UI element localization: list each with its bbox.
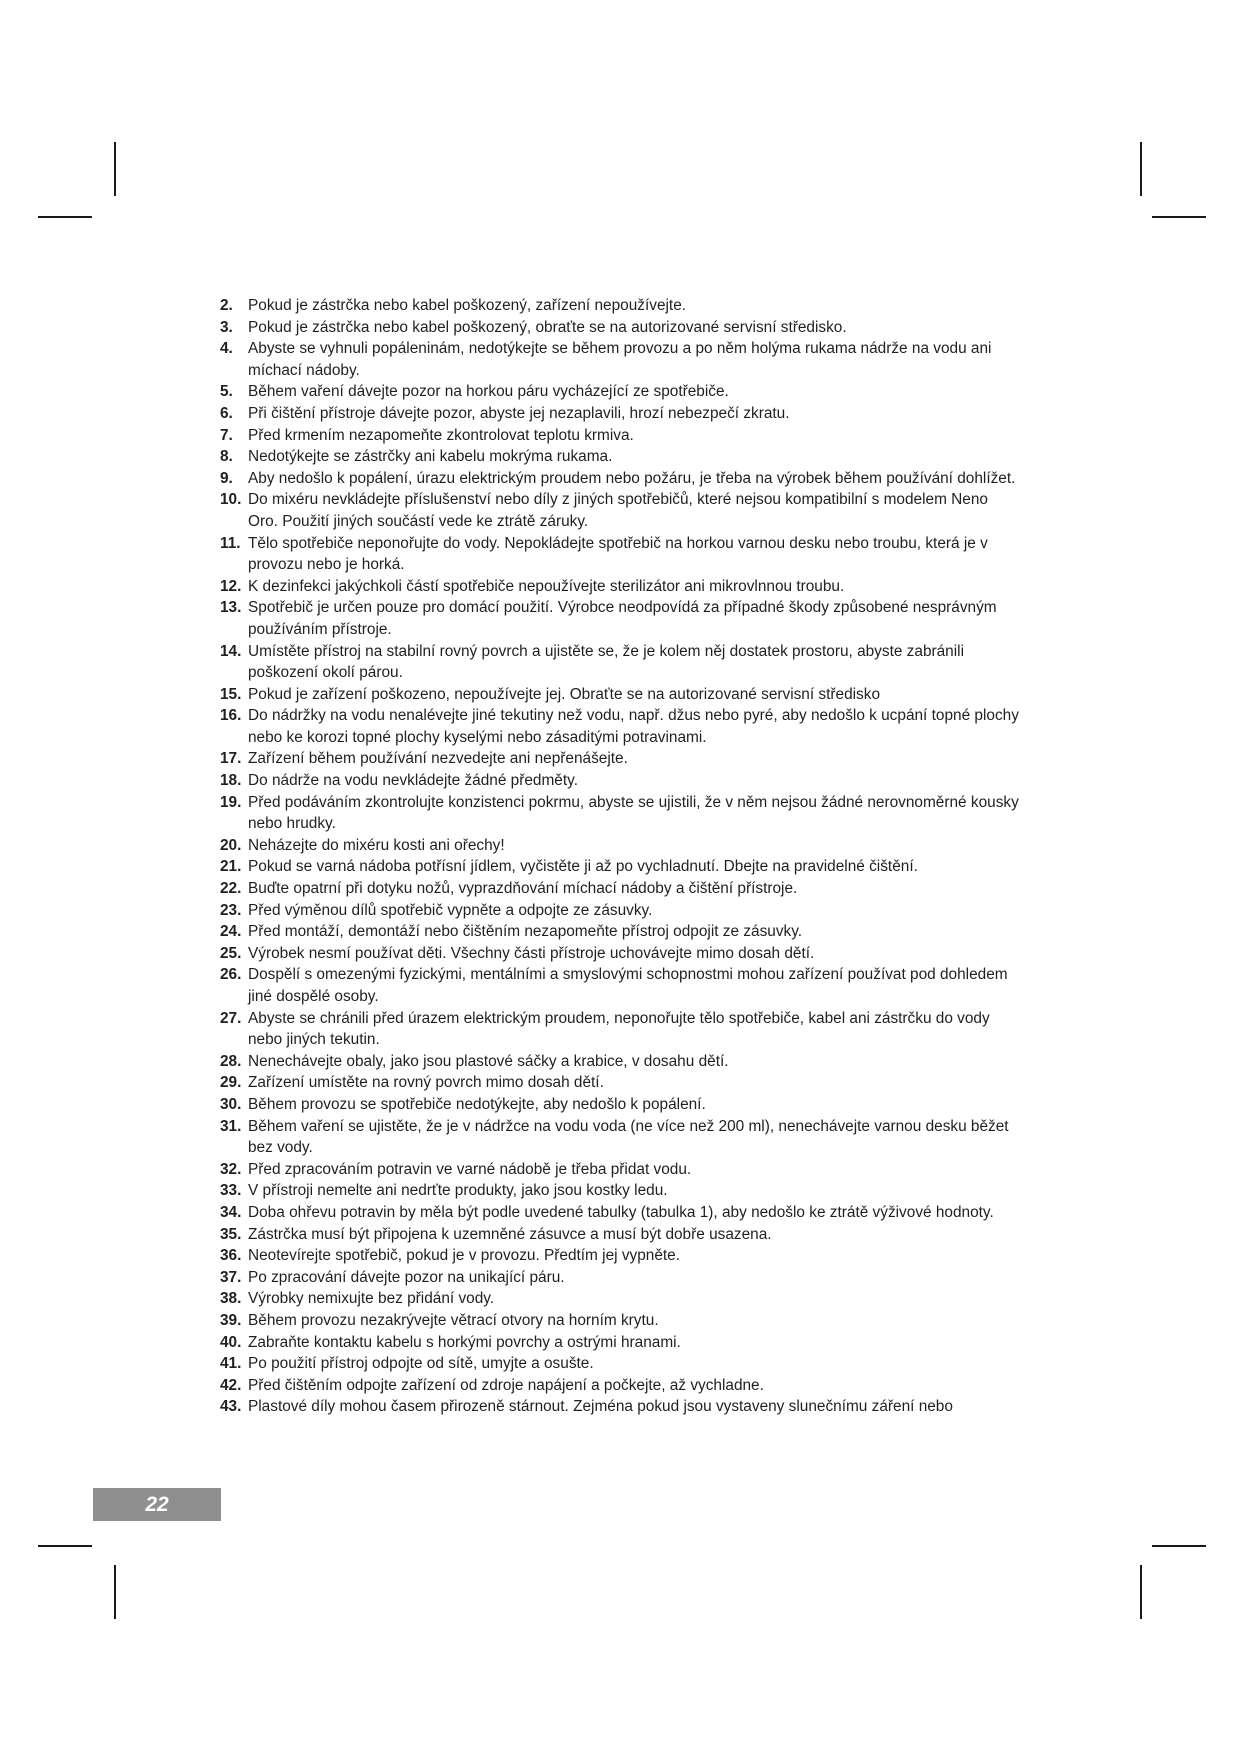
- item-number: 38.: [220, 1290, 242, 1308]
- item-text: Před čištěním odpojte zařízení od zdroje napájení a počkejte, až vychladne.: [248, 1376, 764, 1394]
- list-item: [220, 641, 1020, 684]
- list-item: [220, 1008, 1020, 1051]
- item-number: 25.: [220, 944, 242, 962]
- list-item: [220, 878, 1020, 900]
- item-text: Plastové díly mohou časem přirozeně stárnout. Zejména pokud jsou vystaveny slunečnímu záření nebo: [248, 1398, 953, 1416]
- item-number: 15.: [220, 685, 242, 703]
- item-text: Spotřebič je určen pouze pro domácí použití. Výrobce neodpovídá za případné škody způsobené nesprávným používáním přístroje.: [248, 599, 997, 638]
- list-item: [220, 468, 1020, 490]
- list-item: [220, 1332, 1020, 1354]
- item-number: 31.: [220, 1117, 242, 1135]
- item-number: 30.: [220, 1095, 242, 1113]
- item-number: 43.: [220, 1398, 242, 1416]
- list-item: [220, 1072, 1020, 1094]
- item-number: 8.: [220, 448, 233, 466]
- list-item: [220, 576, 1020, 598]
- list-item: [220, 1051, 1020, 1073]
- list-item: [220, 792, 1020, 835]
- item-number: 37.: [220, 1268, 242, 1286]
- item-text: Před montáží, demontáží nebo čištěním nezapomeňte přístroj odpojit ze zásuvky.: [248, 923, 803, 941]
- item-number: 17.: [220, 750, 242, 768]
- crop-mark-bottom-right-horizontal: [1152, 1545, 1206, 1547]
- item-number: 29.: [220, 1074, 242, 1092]
- item-text: Tělo spotřebiče neponořujte do vody. Nepokládejte spotřebič na horkou varnou desku nebo troubu, která je v provozu nebo je horká.: [248, 534, 988, 574]
- list-item: [220, 1180, 1020, 1202]
- item-number: 11.: [220, 534, 241, 552]
- item-number: 23.: [220, 901, 242, 919]
- item-text: Dospělí s omezenými fyzickými, mentálními a smyslovými schopnostmi mohou zařízení používat pod dohledem jiné dospělé osoby.: [248, 966, 1008, 1005]
- list-item: [220, 770, 1020, 792]
- item-text: Během vaření se ujistěte, že je v nádržce na vodu voda (ne více než 200 ml), nenechávejte varnou desku běžet bez vody.: [248, 1117, 1009, 1157]
- list-item: [220, 1375, 1020, 1397]
- item-text: Zástrčka musí být připojena k uzemněné zásuvce a musí být dobře usazena.: [248, 1225, 772, 1243]
- item-text: Zabraňte kontaktu kabelu s horkými povrchy a ostrými hranami.: [248, 1333, 681, 1351]
- item-number: 27.: [220, 1009, 242, 1027]
- item-text: Abyste se chránili před úrazem elektrickým proudem, neponořujte tělo spotřebiče, kabel ani zástrčku do vody nebo jiných tekutin.: [248, 1009, 990, 1049]
- item-number: 33.: [220, 1182, 242, 1200]
- list-item: [220, 748, 1020, 770]
- list-item: [220, 381, 1020, 403]
- list-item: [220, 921, 1020, 943]
- item-number: 13.: [220, 599, 242, 617]
- item-text: Buďte opatrní při dotyku nožů, vyprazdňování míchací nádoby a čištění přístroje.: [248, 880, 798, 898]
- item-number: 7.: [220, 426, 233, 444]
- item-text: Zařízení během používání nezvedejte ani nepřenášejte.: [248, 750, 628, 768]
- item-number: 20.: [220, 836, 242, 854]
- safety-instructions-list: [220, 295, 1020, 1418]
- item-text: Abyste se vyhnuli popáleninám, nedotýkejte se během provozu a po něm holýma rukama nádrže na vodu ani míchací nádoby.: [248, 340, 992, 379]
- item-number: 39.: [220, 1311, 242, 1329]
- item-number: 34.: [220, 1203, 242, 1221]
- item-text: Výrobek nesmí používat děti. Všechny části přístroje uchovávejte mimo dosah dětí.: [248, 944, 815, 962]
- item-number: 19.: [220, 793, 242, 811]
- item-text: V přístroji nemelte ani nedrťte produkty, jako jsou kostky ledu.: [248, 1182, 668, 1200]
- list-item: [220, 317, 1020, 339]
- list-item: [220, 597, 1020, 640]
- list-item: [220, 1202, 1020, 1224]
- item-text: Neotevírejte spotřebič, pokud je v provozu. Předtím jej vypněte.: [248, 1247, 681, 1265]
- item-text: Při čištění přístroje dávejte pozor, abyste jej nezaplavili, hrozí nebezpečí zkratu.: [248, 404, 790, 422]
- list-item: [220, 705, 1020, 748]
- item-text: Během vaření dávejte pozor na horkou páru vycházející ze spotřebiče.: [248, 383, 729, 401]
- list-item: [220, 338, 1020, 381]
- list-item: [220, 1116, 1020, 1159]
- item-text: Před krmením nezapomeňte zkontrolovat teplotu krmiva.: [248, 426, 634, 444]
- item-number: 3.: [220, 318, 233, 336]
- item-number: 36.: [220, 1247, 242, 1265]
- crop-mark-top-left-vertical: [114, 142, 116, 196]
- list-item: [220, 1094, 1020, 1116]
- list-item: [220, 900, 1020, 922]
- item-text: Před zpracováním potravin ve varné nádobě je třeba přidat vodu.: [248, 1160, 692, 1178]
- item-text: Zařízení umístěte na rovný povrch mimo dosah dětí.: [248, 1074, 604, 1092]
- item-number: 22.: [220, 880, 242, 898]
- item-text: Neházejte do mixéru kosti ani ořechy!: [248, 836, 505, 854]
- crop-mark-bottom-right-vertical: [1140, 1565, 1142, 1619]
- item-text: Během provozu se spotřebiče nedotýkejte, aby nedošlo k popálení.: [248, 1095, 706, 1113]
- list-item: [220, 684, 1020, 706]
- item-text: Po zpracování dávejte pozor na unikající páru.: [248, 1268, 565, 1286]
- list-item: [220, 1245, 1020, 1267]
- list-item: [220, 835, 1020, 857]
- item-number: 32.: [220, 1160, 242, 1178]
- list-item: [220, 943, 1020, 965]
- item-text: K dezinfekci jakýchkoli částí spotřebiče nepoužívejte sterilizátor ani mikrovlnnou troubu.: [248, 577, 845, 595]
- item-text: Po použití přístroj odpojte od sítě, umyjte a osušte.: [248, 1355, 594, 1373]
- crop-mark-bottom-left-horizontal: [38, 1545, 92, 1547]
- item-text: Pokud je zástrčka nebo kabel poškozený, obraťte se na autorizované servisní středisko.: [248, 318, 847, 336]
- crop-mark-top-right-vertical: [1140, 142, 1142, 196]
- item-text: Před výměnou dílů spotřebič vypněte a odpojte ze zásuvky.: [248, 901, 653, 919]
- list-item: [220, 1396, 1020, 1418]
- item-text: Aby nedošlo k popálení, úrazu elektrickým proudem nebo požáru, je třeba na výrobek během používání dohlížet.: [248, 469, 1016, 487]
- item-number: 40.: [220, 1333, 242, 1351]
- item-text: Během provozu nezakrývejte větrací otvory na horním krytu.: [248, 1311, 659, 1329]
- list-item: [220, 1224, 1020, 1246]
- list-item: [220, 856, 1020, 878]
- item-number: 42.: [220, 1376, 242, 1394]
- item-text: Do nádržky na vodu nenalévejte jiné tekutiny než vodu, např. džus nebo pyré, aby nedošlo k ucpání topné plochy nebo ke korozi topné plochy kyselými nebo zásaditými potravinami.: [248, 707, 1019, 746]
- list-item: [220, 295, 1020, 317]
- item-number: 35.: [220, 1225, 242, 1243]
- list-item: [220, 446, 1020, 468]
- list-item: [220, 489, 1020, 532]
- item-number: 5.: [220, 383, 233, 401]
- item-number: 10.: [220, 491, 242, 509]
- list-item: [220, 403, 1020, 425]
- item-text: Pokud je zařízení poškozeno, nepoužívejte jej. Obraťte se na autorizované servisní středisko: [248, 685, 881, 703]
- item-number: 6.: [220, 404, 233, 422]
- item-number: 2.: [220, 297, 233, 314]
- list-item: [220, 533, 1020, 576]
- item-number: 9.: [220, 469, 233, 487]
- item-text: Do mixéru nevkládejte příslušenství nebo díly z jiných spotřebičů, které nejsou kompatibilní s modelem Neno Oro. Použití jiných součástí vede ke ztrátě záruky.: [248, 491, 988, 530]
- item-number: 14.: [220, 642, 242, 660]
- item-text: Doba ohřevu potravin by měla být podle uvedené tabulky (tabulka 1), aby nedošlo ke ztrátě výživové hodnoty.: [248, 1203, 994, 1221]
- crop-mark-bottom-left-vertical: [114, 1565, 116, 1619]
- item-number: 16.: [220, 707, 242, 725]
- list-item: [220, 1310, 1020, 1332]
- list-item: [220, 964, 1020, 1007]
- crop-mark-top-left-horizontal: [38, 216, 92, 218]
- list-item: [220, 425, 1020, 447]
- list-item: [220, 1267, 1020, 1289]
- item-text: Nenechávejte obaly, jako jsou plastové sáčky a krabice, v dosahu dětí.: [248, 1052, 729, 1070]
- page-number: 22: [93, 1488, 221, 1521]
- item-text: Nedotýkejte se zástrčky ani kabelu mokrýma rukama.: [248, 448, 613, 466]
- item-number: 4.: [220, 340, 233, 358]
- item-text: Do nádrže na vodu nevkládejte žádné předměty.: [248, 772, 578, 790]
- item-number: 12.: [220, 577, 242, 595]
- list-item: [220, 1288, 1020, 1310]
- item-text: Umístěte přístroj na stabilní rovný povrch a ujistěte se, že je kolem něj dostatek prostoru, abyste zabránili poškození okolí párou.: [248, 642, 965, 682]
- item-text: Výrobky nemixujte bez přidání vody.: [248, 1290, 495, 1308]
- item-number: 21.: [220, 858, 242, 876]
- item-number: 41.: [220, 1355, 242, 1373]
- item-number: 24.: [220, 923, 242, 941]
- item-text: Pokud je zástrčka nebo kabel poškozený, zařízení nepoužívejte.: [248, 297, 687, 314]
- item-text: Před podáváním zkontrolujte konzistenci pokrmu, abyste se ujistili, že v něm nejsou žádné nerovnoměrné kousky nebo hrudky.: [248, 793, 1019, 833]
- item-number: 28.: [220, 1052, 242, 1070]
- item-number: 26.: [220, 966, 242, 984]
- crop-mark-top-right-horizontal: [1152, 216, 1206, 218]
- list-item: [220, 1353, 1020, 1375]
- list-item: [220, 1159, 1020, 1181]
- item-text: Pokud se varná nádoba potřísní jídlem, vyčistěte ji až po vychladnutí. Dbejte na pravidelné čištění.: [248, 858, 918, 876]
- item-number: 18.: [220, 772, 242, 790]
